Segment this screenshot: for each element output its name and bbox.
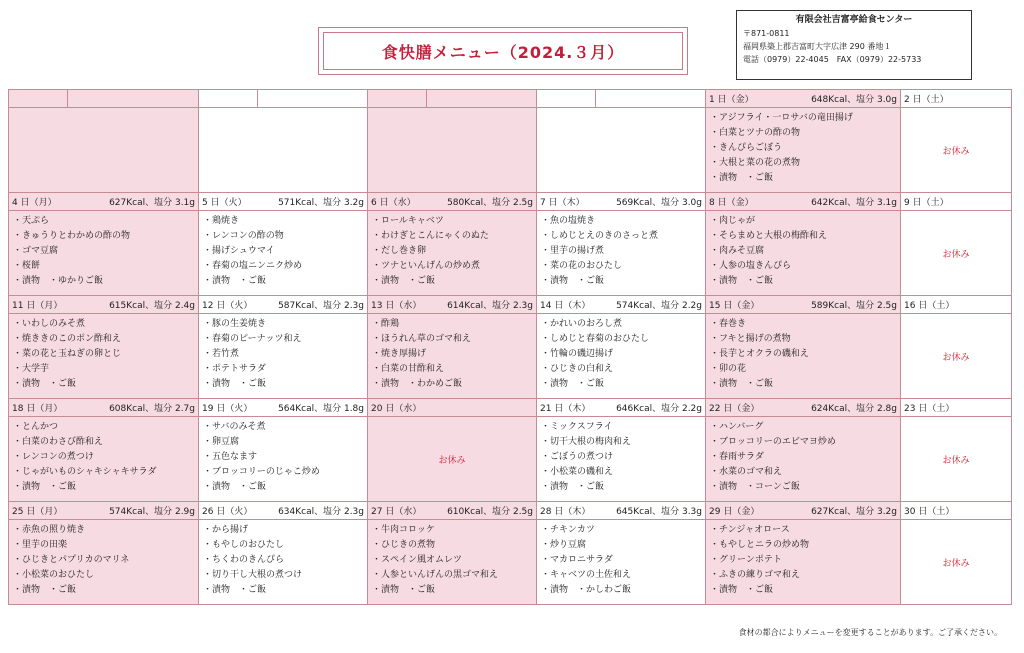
- day-menu-cell: [199, 108, 368, 193]
- menu-item: ・ 漬物 ・ご飯: [541, 274, 701, 289]
- menu-item: ・ 漬物 ・ご飯: [203, 274, 363, 289]
- menu-item: ・ とんかつ: [13, 420, 194, 435]
- menu-item-list: [9, 211, 198, 292]
- header-divider: [199, 90, 258, 107]
- day-header: [9, 399, 199, 417]
- menu-item: ・ ひじきとパプリカのマリネ: [13, 553, 194, 568]
- menu-item: ・ 漬物 ・ご飯: [710, 377, 896, 392]
- menu-item: ・ ハンバーグ: [710, 420, 896, 435]
- menu-item: ・ もやしとニラの炒め物: [710, 538, 896, 553]
- company-postal: 〒871-0811: [743, 29, 790, 38]
- week-header-row: [9, 296, 1012, 314]
- menu-item: ・ ロールキャベツ: [372, 214, 532, 229]
- day-header: [9, 296, 199, 314]
- day-nutrition: 648Kcal、塩分 3.0g: [811, 95, 897, 105]
- menu-item: ・ レンコンの煮つけ: [13, 450, 194, 465]
- menu-item: ・ 漬物 ・わかめご飯: [372, 377, 532, 392]
- menu-item: ・ キャベツの土佐和え: [541, 568, 701, 583]
- day-header: [706, 193, 901, 211]
- menu-item: ・ 酢鶏: [372, 317, 532, 332]
- day-menu-cell: [9, 108, 199, 193]
- day-nutrition: 589Kcal、塩分 2.5g: [811, 301, 897, 311]
- day-header: [199, 399, 368, 417]
- menu-item: ・ かれいのおろし煮: [541, 317, 701, 332]
- day-header: [706, 502, 901, 520]
- menu-item-list: [706, 520, 900, 601]
- menu-title-box: [318, 27, 688, 75]
- day-date: 14 日（木）: [540, 301, 591, 311]
- day-header: [537, 90, 706, 108]
- menu-item: ・ 若竹煮: [203, 347, 363, 362]
- day-date: 20 日（水）: [371, 404, 422, 414]
- day-header: [368, 90, 537, 108]
- day-menu-cell: [901, 211, 1012, 296]
- week-header-row: [9, 90, 1012, 108]
- company-address: 福岡県築上郡吉富町大字広津 290 番地１: [743, 42, 892, 51]
- menu-item: ・ 漬物 ・ご飯: [203, 377, 363, 392]
- day-date: 25 日（月）: [12, 507, 63, 517]
- day-date: 18 日（月）: [12, 404, 63, 414]
- menu-item: ・ チンジャオロース: [710, 523, 896, 538]
- day-menu-cell: [199, 314, 368, 399]
- day-nutrition: 615Kcal、塩分 2.4g: [109, 301, 195, 311]
- menu-item-list: [9, 520, 198, 601]
- menu-item: ・ ひじきの白和え: [541, 362, 701, 377]
- menu-item: ・ 里芋の揚げ煮: [541, 244, 701, 259]
- day-menu-cell: [199, 417, 368, 502]
- day-date: 23 日（土）: [904, 404, 955, 414]
- day-menu-cell: [368, 108, 537, 193]
- day-date: 29 日（金）: [709, 507, 760, 517]
- menu-item: ・ 漬物 ・ご飯: [203, 583, 363, 598]
- menu-item: ・ 焼き厚揚げ: [372, 347, 532, 362]
- day-menu-cell: [706, 108, 901, 193]
- menu-item: ・ 漬物 ・ご飯: [710, 171, 896, 186]
- menu-calendar: [8, 89, 1012, 605]
- menu-item-list: [368, 211, 536, 292]
- menu-item: ・ ごぼうの煮つけ: [541, 450, 701, 465]
- menu-item: ・ 人参の塩きんぴら: [710, 259, 896, 274]
- closed-label: お休み: [942, 249, 970, 260]
- menu-item: ・ 春菊の塩ニンニク炒め: [203, 259, 363, 274]
- menu-item: ・ 長芋とオクラの磯和え: [710, 347, 896, 362]
- day-date: 16 日（土）: [904, 301, 955, 311]
- menu-item: ・ 牛肉コロッケ: [372, 523, 532, 538]
- day-header: [901, 193, 1012, 211]
- menu-item: ・ グリーンポテト: [710, 553, 896, 568]
- day-nutrition: 627Kcal、塩分 3.2g: [811, 507, 897, 517]
- day-nutrition: 610Kcal、塩分 2.5g: [447, 507, 533, 517]
- menu-item: ・ 鶏焼き: [203, 214, 363, 229]
- day-header: [9, 502, 199, 520]
- day-menu-cell: [199, 520, 368, 605]
- day-menu-cell: [901, 108, 1012, 193]
- menu-item: ・ きんぴらごぼう: [710, 141, 896, 156]
- day-nutrition: 580Kcal、塩分 2.5g: [447, 198, 533, 208]
- day-nutrition: 627Kcal、塩分 3.1g: [109, 198, 195, 208]
- day-date: 27 日（水）: [371, 507, 422, 517]
- day-date: 13 日（水）: [371, 301, 422, 311]
- day-nutrition: 634Kcal、塩分 2.3g: [278, 507, 364, 517]
- week-body-row: [9, 314, 1012, 399]
- menu-item-list: [706, 108, 900, 189]
- day-header: [901, 399, 1012, 417]
- day-header: [537, 296, 706, 314]
- menu-item: ・ 卵豆腐: [203, 435, 363, 450]
- menu-item: ・ 切干大根の梅肉和え: [541, 435, 701, 450]
- menu-item-list: [537, 211, 705, 292]
- menu-item: ・ ポテトサラダ: [203, 362, 363, 377]
- menu-item-list: [537, 417, 705, 498]
- day-menu-cell: [368, 211, 537, 296]
- day-nutrition: 574Kcal、塩分 2.9g: [109, 507, 195, 517]
- header-divider: [368, 90, 427, 107]
- menu-item: ・ スペイン風オムレツ: [372, 553, 532, 568]
- day-menu-cell: [901, 314, 1012, 399]
- day-date: 1 日（金）: [709, 95, 754, 105]
- menu-item: ・ サバのみそ煮: [203, 420, 363, 435]
- week-header-row: [9, 399, 1012, 417]
- day-menu-cell: [537, 520, 706, 605]
- menu-item: ・ いわしのみそ煮: [13, 317, 194, 332]
- day-date: 19 日（火）: [202, 404, 253, 414]
- menu-item: ・ 小松菜の磯和え: [541, 465, 701, 480]
- menu-item-list: [199, 520, 367, 601]
- day-header: [9, 193, 199, 211]
- menu-item-list: [537, 520, 705, 601]
- menu-item-list: [199, 211, 367, 292]
- closed-label: お休み: [942, 558, 970, 569]
- day-nutrition: 571Kcal、塩分 3.2g: [278, 198, 364, 208]
- day-header: [199, 296, 368, 314]
- menu-item-list: [706, 211, 900, 292]
- menu-item: ・ 漬物 ・ご飯: [372, 583, 532, 598]
- menu-item: ・ マカロニサラダ: [541, 553, 701, 568]
- menu-item: ・ 漬物 ・ゆかりご飯: [13, 274, 194, 289]
- day-header: [199, 502, 368, 520]
- menu-item: ・ 里芋の田楽: [13, 538, 194, 553]
- menu-item: ・ 菜の花のおひたし: [541, 259, 701, 274]
- menu-item: ・ ブロッコリーのじゃこ炒め: [203, 465, 363, 480]
- menu-item: ・ 赤魚の照り焼き: [13, 523, 194, 538]
- menu-item: ・ 白菜のわさび酢和え: [13, 435, 194, 450]
- menu-item: ・ フキと揚げの煮物: [710, 332, 896, 347]
- menu-item: ・ 卯の花: [710, 362, 896, 377]
- menu-item: ・ きゅうりとわかめの酢の物: [13, 229, 194, 244]
- menu-item: ・ 小松菜のおひたし: [13, 568, 194, 583]
- menu-item: ・ 白菜の甘酢和え: [372, 362, 532, 377]
- day-header: [368, 193, 537, 211]
- menu-item: ・ 漬物 ・ご飯: [13, 377, 194, 392]
- closed-label: お休み: [942, 352, 970, 363]
- menu-item-list: [199, 417, 367, 498]
- menu-item: ・ アジフライ・一ロサバの竜田揚げ: [710, 111, 896, 126]
- menu-item-list: [706, 314, 900, 395]
- menu-item-list: [9, 314, 198, 395]
- menu-item: ・ 人参といんげんの黒ゴマ和え: [372, 568, 532, 583]
- day-menu-cell: [706, 211, 901, 296]
- menu-item: ・ 桜餅: [13, 259, 194, 274]
- closed-label: お休み: [942, 455, 970, 466]
- week-body-row: [9, 211, 1012, 296]
- day-header: [368, 296, 537, 314]
- menu-item: ・ しめじとえのきのさっと煮: [541, 229, 701, 244]
- menu-item: ・ 漬物 ・ご飯: [710, 583, 896, 598]
- day-menu-cell: [9, 417, 199, 502]
- week-header-row: [9, 502, 1012, 520]
- menu-item: ・ だし巻き卵: [372, 244, 532, 259]
- day-date: 30 日（土）: [904, 507, 955, 517]
- day-date: 21 日（木）: [540, 404, 591, 414]
- day-header: [537, 399, 706, 417]
- day-menu-cell: [537, 417, 706, 502]
- menu-item: ・ ミックスフライ: [541, 420, 701, 435]
- menu-item: ・ チキンカツ: [541, 523, 701, 538]
- closed-label: お休み: [942, 146, 970, 157]
- day-header: [9, 90, 199, 108]
- day-header: [537, 193, 706, 211]
- menu-item: ・ 水菜のゴマ和え: [710, 465, 896, 480]
- day-menu-cell: [368, 417, 537, 502]
- day-date: 6 日（水）: [371, 198, 416, 208]
- day-header: [901, 502, 1012, 520]
- menu-item: ・ じゃがいものシャキシャキサラダ: [13, 465, 194, 480]
- day-menu-cell: [706, 417, 901, 502]
- menu-item: ・ 切り干し大根の煮つけ: [203, 568, 363, 583]
- menu-item: ・ 漬物 ・ご飯: [541, 377, 701, 392]
- day-date: 9 日（土）: [904, 198, 949, 208]
- menu-item-list: [537, 314, 705, 395]
- day-header: [901, 296, 1012, 314]
- day-date: 28 日（木）: [540, 507, 591, 517]
- day-nutrition: 645Kcal、塩分 3.3g: [616, 507, 702, 517]
- menu-item: ・ 漬物 ・ご飯: [13, 480, 194, 495]
- week-header-row: [9, 193, 1012, 211]
- day-header: [537, 502, 706, 520]
- day-date: 2 日（土）: [904, 95, 949, 105]
- day-nutrition: 646Kcal、塩分 2.2g: [616, 404, 702, 414]
- menu-item: ・ 漬物 ・ご飯: [541, 480, 701, 495]
- day-date: 11 日（月）: [12, 301, 63, 311]
- menu-item: ・ から揚げ: [203, 523, 363, 538]
- menu-item: ・ 五色なます: [203, 450, 363, 465]
- day-menu-cell: [9, 211, 199, 296]
- menu-item: ・ 天ぷら: [13, 214, 194, 229]
- menu-item: ・ 漬物 ・かしわご飯: [541, 583, 701, 598]
- day-date: 15 日（金）: [709, 301, 760, 311]
- menu-item: ・ 春巻き: [710, 317, 896, 332]
- footer-note: 食材の都合によりメニューを変更することがあります。ご了承ください。: [738, 628, 1002, 637]
- day-menu-cell: [537, 108, 706, 193]
- menu-title: 食快膳メニュー（2024.３月）: [323, 32, 683, 70]
- menu-item: ・ しめじと春菊のおひたし: [541, 332, 701, 347]
- menu-item: ・ もやしのおひたし: [203, 538, 363, 553]
- day-nutrition: 587Kcal、塩分 2.3g: [278, 301, 364, 311]
- menu-item: ・ 漬物 ・コーンご飯: [710, 480, 896, 495]
- menu-item: ・ 揚げシュウマイ: [203, 244, 363, 259]
- day-menu-cell: [368, 520, 537, 605]
- company-contact: 電話（0979）22-4045 FAX（0979）22-5733: [743, 55, 922, 64]
- menu-item: ・ ちくわのきんぴら: [203, 553, 363, 568]
- menu-item: ・ ブロッコリーのエビマヨ炒め: [710, 435, 896, 450]
- day-header: [706, 90, 901, 108]
- menu-item: ・ 竹輪の磯辺揚げ: [541, 347, 701, 362]
- day-header: [199, 90, 368, 108]
- menu-item: ・ わけぎとこんにゃくのぬた: [372, 229, 532, 244]
- header-divider: [537, 90, 596, 107]
- menu-item: ・ ツナといんげんの炒め煮: [372, 259, 532, 274]
- menu-item: ・ 魚の塩焼き: [541, 214, 701, 229]
- menu-item: ・ 漬物 ・ご飯: [372, 274, 532, 289]
- day-date: 8 日（金）: [709, 198, 754, 208]
- menu-item: ・ 漬物 ・ご飯: [710, 274, 896, 289]
- day-nutrition: 614Kcal、塩分 2.3g: [447, 301, 533, 311]
- day-header: [199, 193, 368, 211]
- day-header: [706, 296, 901, 314]
- menu-item: ・ 豚の生姜焼き: [203, 317, 363, 332]
- menu-item: ・ ほうれん草のゴマ和え: [372, 332, 532, 347]
- menu-item-list: [9, 417, 198, 498]
- day-menu-cell: [9, 520, 199, 605]
- day-menu-cell: [537, 211, 706, 296]
- day-menu-cell: [9, 314, 199, 399]
- menu-item-list: [368, 314, 536, 395]
- menu-item: ・ 炒り豆腐: [541, 538, 701, 553]
- week-body-row: [9, 417, 1012, 502]
- menu-item: ・ 漬物 ・ご飯: [203, 480, 363, 495]
- menu-item-list: [199, 314, 367, 395]
- week-body-row: [9, 520, 1012, 605]
- day-menu-cell: [199, 211, 368, 296]
- day-menu-cell: [706, 314, 901, 399]
- day-header: [368, 399, 537, 417]
- menu-item-list: [368, 520, 536, 601]
- day-menu-cell: [368, 314, 537, 399]
- closed-label: お休み: [438, 455, 466, 466]
- menu-item: ・ 白菜とツナの酢の物: [710, 126, 896, 141]
- day-nutrition: 608Kcal、塩分 2.7g: [109, 404, 195, 414]
- menu-item: ・ 大学芋: [13, 362, 194, 377]
- day-nutrition: 624Kcal、塩分 2.8g: [811, 404, 897, 414]
- day-date: 12 日（火）: [202, 301, 253, 311]
- menu-item: ・ 菜の花と玉ねぎの卵とじ: [13, 347, 194, 362]
- menu-item: ・ ふきの練りゴマ和え: [710, 568, 896, 583]
- day-header: [706, 399, 901, 417]
- menu-item: ・ 焼ききのこのポン酢和え: [13, 332, 194, 347]
- day-menu-cell: [706, 520, 901, 605]
- day-date: 26 日（火）: [202, 507, 253, 517]
- day-nutrition: 564Kcal、塩分 1.8g: [278, 404, 364, 414]
- day-date: 4 日（月）: [12, 198, 57, 208]
- menu-item: ・ 春雨サラダ: [710, 450, 896, 465]
- day-nutrition: 574Kcal、塩分 2.2g: [616, 301, 702, 311]
- day-nutrition: 569Kcal、塩分 3.0g: [616, 198, 702, 208]
- menu-item: ・ レンコンの酢の物: [203, 229, 363, 244]
- day-date: 5 日（火）: [202, 198, 247, 208]
- menu-item: ・ 大根と菜の花の煮物: [710, 156, 896, 171]
- menu-item: ・ そらまめと大根の梅酢和え: [710, 229, 896, 244]
- day-menu-cell: [901, 417, 1012, 502]
- menu-item: ・ 春菊のピーナッツ和え: [203, 332, 363, 347]
- day-date: 7 日（木）: [540, 198, 585, 208]
- week-body-row: [9, 108, 1012, 193]
- menu-item: ・ ゴマ豆腐: [13, 244, 194, 259]
- day-header: [901, 90, 1012, 108]
- company-name: 有限会社吉富亭給食センター: [795, 15, 913, 25]
- menu-item-list: [706, 417, 900, 498]
- menu-item: ・ 肉みそ豆腐: [710, 244, 896, 259]
- menu-item: ・ 漬物 ・ご飯: [13, 583, 194, 598]
- company-info-box: [736, 10, 972, 80]
- day-menu-cell: [901, 520, 1012, 605]
- day-nutrition: 642Kcal、塩分 3.1g: [811, 198, 897, 208]
- day-menu-cell: [537, 314, 706, 399]
- day-header: [368, 502, 537, 520]
- header-divider: [9, 90, 68, 107]
- menu-item: ・ ひじきの煮物: [372, 538, 532, 553]
- menu-item: ・ 肉じゃが: [710, 214, 896, 229]
- day-date: 22 日（金）: [709, 404, 760, 414]
